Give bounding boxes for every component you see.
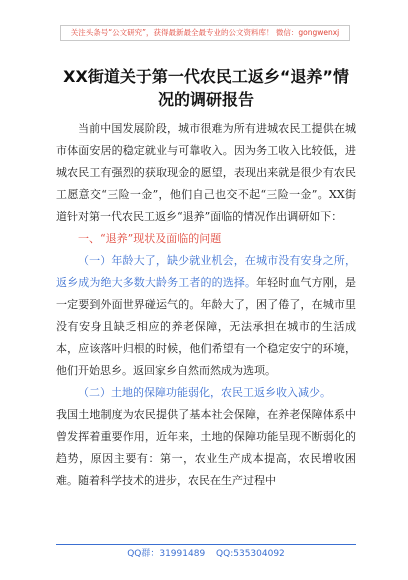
subsection-2-label: （二）土地的保障功能弱化，农民工返乡收入减少。 xyxy=(78,386,331,399)
subsection-1 xyxy=(56,250,356,382)
intro-paragraph: 当前中国发展阶段，城市很难为所有进城农民工提供在城市体面安居的稳定就业与可靠收入。因为务工收入比较低，进城农民工有强烈的获取现金的愿望，表现出来就是很少有农民工愿意交“三险一金”，他们自己也交不起“三险一金”。XX街道针对第一代农民工返乡“退养”面临的情况作出调研如下： xyxy=(56,122,356,223)
subsection-1-text: 年轻时血气方刚，是一定要到外面世界碰运气的。年龄大了，困了倦了，在城市里没有安身且缺乏相应的养老保障，无法承担在城市的生活成本，应该落叶归根的时候，他们希望有一个稳定安宁的环境，他们开始思乡。返回家乡自然而然成为选项。 xyxy=(56,276,357,377)
footer xyxy=(56,546,356,559)
section-heading: 一、“退养”现状及面临的问题 xyxy=(78,232,222,245)
subsection-1-label: （一）年龄大了，缺少就业机会，在城市没有安身之所，返乡成为绝大多数大龄务工者的的选择。 xyxy=(56,254,356,289)
footer-qq: QQ:535304092 xyxy=(216,549,285,559)
subsection-2-heading xyxy=(56,382,356,404)
document-body xyxy=(56,118,356,492)
footer-divider xyxy=(56,544,356,545)
subsection-2-text: 我国土地制度为农民提供了基本社会保障，在养老保障体系中曾发挥着重要作用，近年来，土地的保障功能呈现不断弱化的趋势，原因主要有：第一，农业生产成本提高，农民增收困难。随着科学技术的进步，农民在生产过程中 xyxy=(56,408,356,487)
footer-qq-group: QQ群：31991489 xyxy=(127,549,206,559)
document-title: XX街道关于第一代农民工返乡“退养”情况的调研报告 xyxy=(63,67,349,109)
header-banner: 关注头条号“公文研究”，获得最新最全最专业的公文资料库！ 微信：gongwenxj xyxy=(60,25,350,41)
